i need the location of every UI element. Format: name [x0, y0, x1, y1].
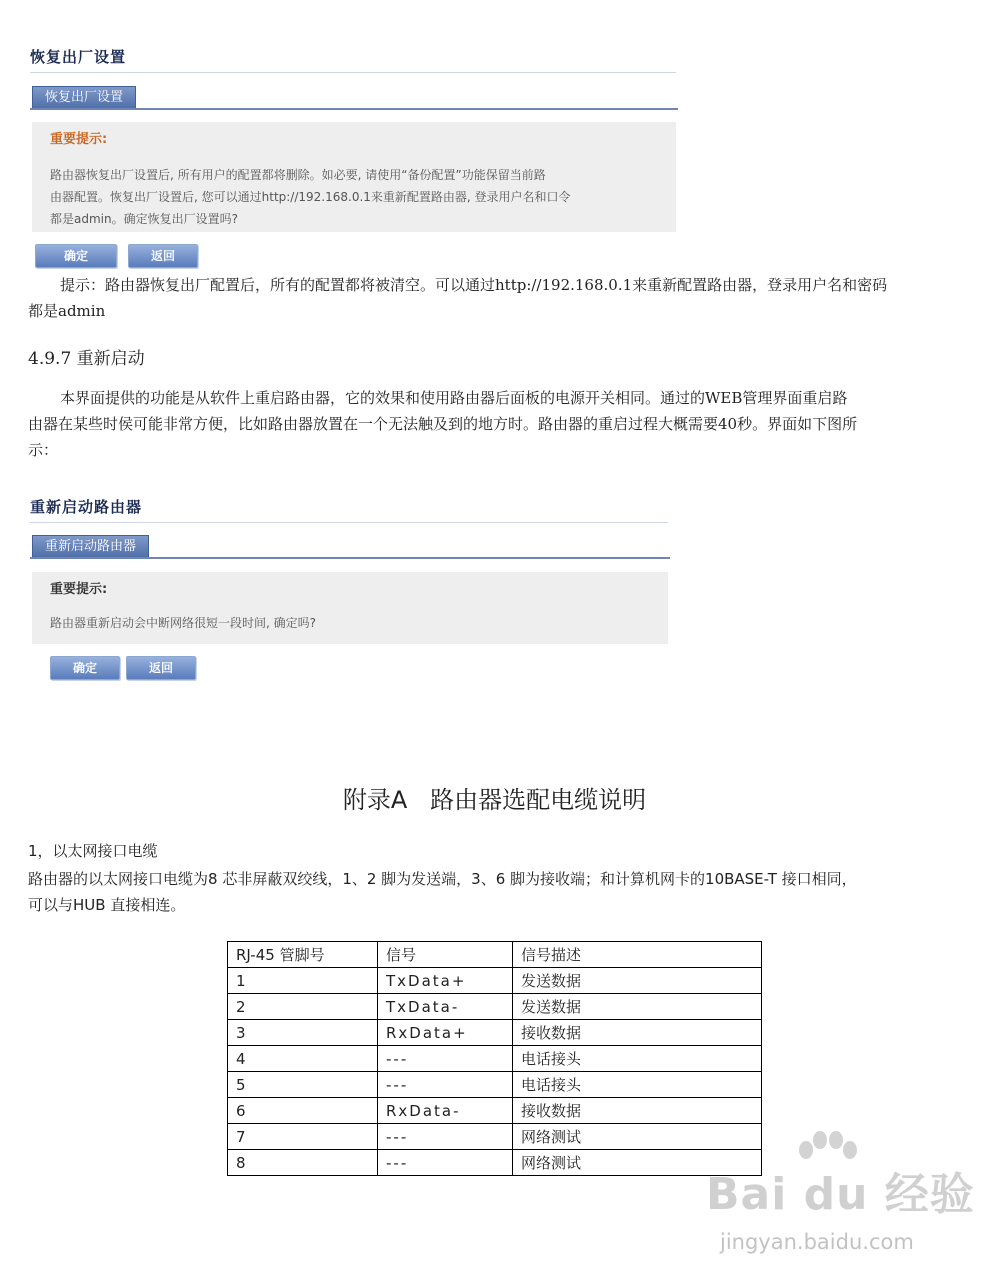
tab-factory-reset[interactable]: 恢复出厂设置	[32, 86, 136, 109]
table-row	[228, 1150, 762, 1176]
table-cell: 电话接头	[513, 1046, 762, 1072]
table-cell: RxData+	[378, 1020, 513, 1046]
title-divider	[30, 522, 668, 523]
note-line: 提示：路由器恢复出厂配置后，所有的配置都将被清空。可以通过http://192.168.0.1来重新配置路由器，登录用户名和密码	[60, 276, 888, 294]
note-paragraph	[28, 272, 968, 324]
tab-underline	[30, 557, 670, 559]
watermark-logo: Bai du 经验	[706, 1169, 975, 1220]
table-cell: 1	[228, 968, 378, 994]
notice-line: 路由器恢复出厂设置后, 所有用户的配置都将删除。如必要, 请使用“备份配置”功能保留当前路	[50, 168, 546, 182]
table-row	[228, 1020, 762, 1046]
factory-reset-panel	[30, 46, 678, 271]
reboot-panel	[30, 496, 670, 686]
notice-line: 都是admin。确定恢复出厂设置吗?	[50, 212, 238, 226]
table-cell: 8	[228, 1150, 378, 1176]
table-row	[228, 1072, 762, 1098]
table-cell: 接收数据	[513, 1020, 762, 1046]
table-cell: ---	[378, 1072, 513, 1098]
section-line: 由器在某些时侯可能非常方便，比如路由器放置在一个无法触及到的地方时。路由器的重启过程大概需要40秒。界面如下图所	[28, 415, 858, 433]
section-paragraph	[28, 385, 968, 463]
notice-box	[32, 572, 668, 644]
table-header-cell: 信号	[378, 942, 513, 968]
table-cell: 网络测试	[513, 1124, 762, 1150]
table-cell: TxData+	[378, 968, 513, 994]
back-button[interactable]: 返回	[128, 244, 198, 268]
table-cell: 发送数据	[513, 994, 762, 1020]
watermark-url: jingyan.baidu.com	[720, 1230, 914, 1254]
table-cell: 接收数据	[513, 1098, 762, 1124]
table-cell: 网络测试	[513, 1150, 762, 1176]
factory-reset-title: 恢复出厂设置	[30, 48, 127, 66]
table-cell: 7	[228, 1124, 378, 1150]
notice-box	[32, 122, 676, 232]
confirm-button[interactable]: 确定	[50, 656, 120, 680]
table-cell: RxData-	[378, 1098, 513, 1124]
notice-line: 由器配置。恢复出厂设置后, 您可以通过http://192.168.0.1来重新配置路由器, 登录用户名和口令	[50, 190, 571, 204]
table-cell: ---	[378, 1124, 513, 1150]
tab-reboot[interactable]: 重新启动路由器	[32, 535, 149, 558]
note-line: 都是admin	[28, 302, 106, 320]
ethernet-paragraph	[28, 866, 973, 918]
baidu-watermark	[700, 1130, 980, 1270]
notice-heading: 重要提示:	[50, 582, 108, 597]
notice-text: 路由器重新启动会中断网络很短一段时间, 确定吗?	[50, 616, 316, 630]
table-cell: 6	[228, 1098, 378, 1124]
table-header-cell: 信号描述	[513, 942, 762, 968]
ethernet-line: 可以与HUB 直接相连。	[28, 896, 186, 914]
table-cell: TxData-	[378, 994, 513, 1020]
table-cell: 2	[228, 994, 378, 1020]
table-cell: 3	[228, 1020, 378, 1046]
table-cell: ---	[378, 1046, 513, 1072]
section-line: 示：	[28, 441, 59, 459]
ethernet-line: 路由器的以太网接口电缆为8 芯非屏蔽双绞线，1、2 脚为发送端，3、6 脚为接收端；和计算机网卡的10BASE-T 接口相同，	[28, 870, 857, 888]
table-cell: 电话接头	[513, 1072, 762, 1098]
notice-heading: 重要提示:	[50, 132, 108, 147]
pin-table	[227, 941, 762, 1176]
table-row	[228, 1124, 762, 1150]
section-heading: 4.9.7 重新启动	[28, 349, 145, 369]
ethernet-heading: 1，以太网接口电缆	[28, 842, 158, 860]
table-cell: ---	[378, 1150, 513, 1176]
table-cell: 5	[228, 1072, 378, 1098]
table-row	[228, 994, 762, 1020]
table-row	[228, 1046, 762, 1072]
table-cell: 4	[228, 1046, 378, 1072]
appendix-title: 附录A 路由器选配电缆说明	[342, 786, 647, 814]
confirm-button[interactable]: 确定	[35, 244, 117, 268]
table-header-row	[228, 942, 762, 968]
tab-underline	[30, 108, 678, 110]
section-line: 本界面提供的功能是从软件上重启路由器，它的效果和使用路由器后面板的电源开关相同。通过的WEB管理界面重启路	[60, 389, 848, 407]
table-header-cell: RJ-45 管脚号	[228, 942, 378, 968]
reboot-title: 重新启动路由器	[30, 498, 143, 516]
title-divider	[30, 72, 676, 73]
notice-text	[50, 164, 571, 230]
table-row	[228, 1098, 762, 1124]
back-button[interactable]: 返回	[126, 656, 196, 680]
table-cell: 发送数据	[513, 968, 762, 994]
table-row	[228, 968, 762, 994]
